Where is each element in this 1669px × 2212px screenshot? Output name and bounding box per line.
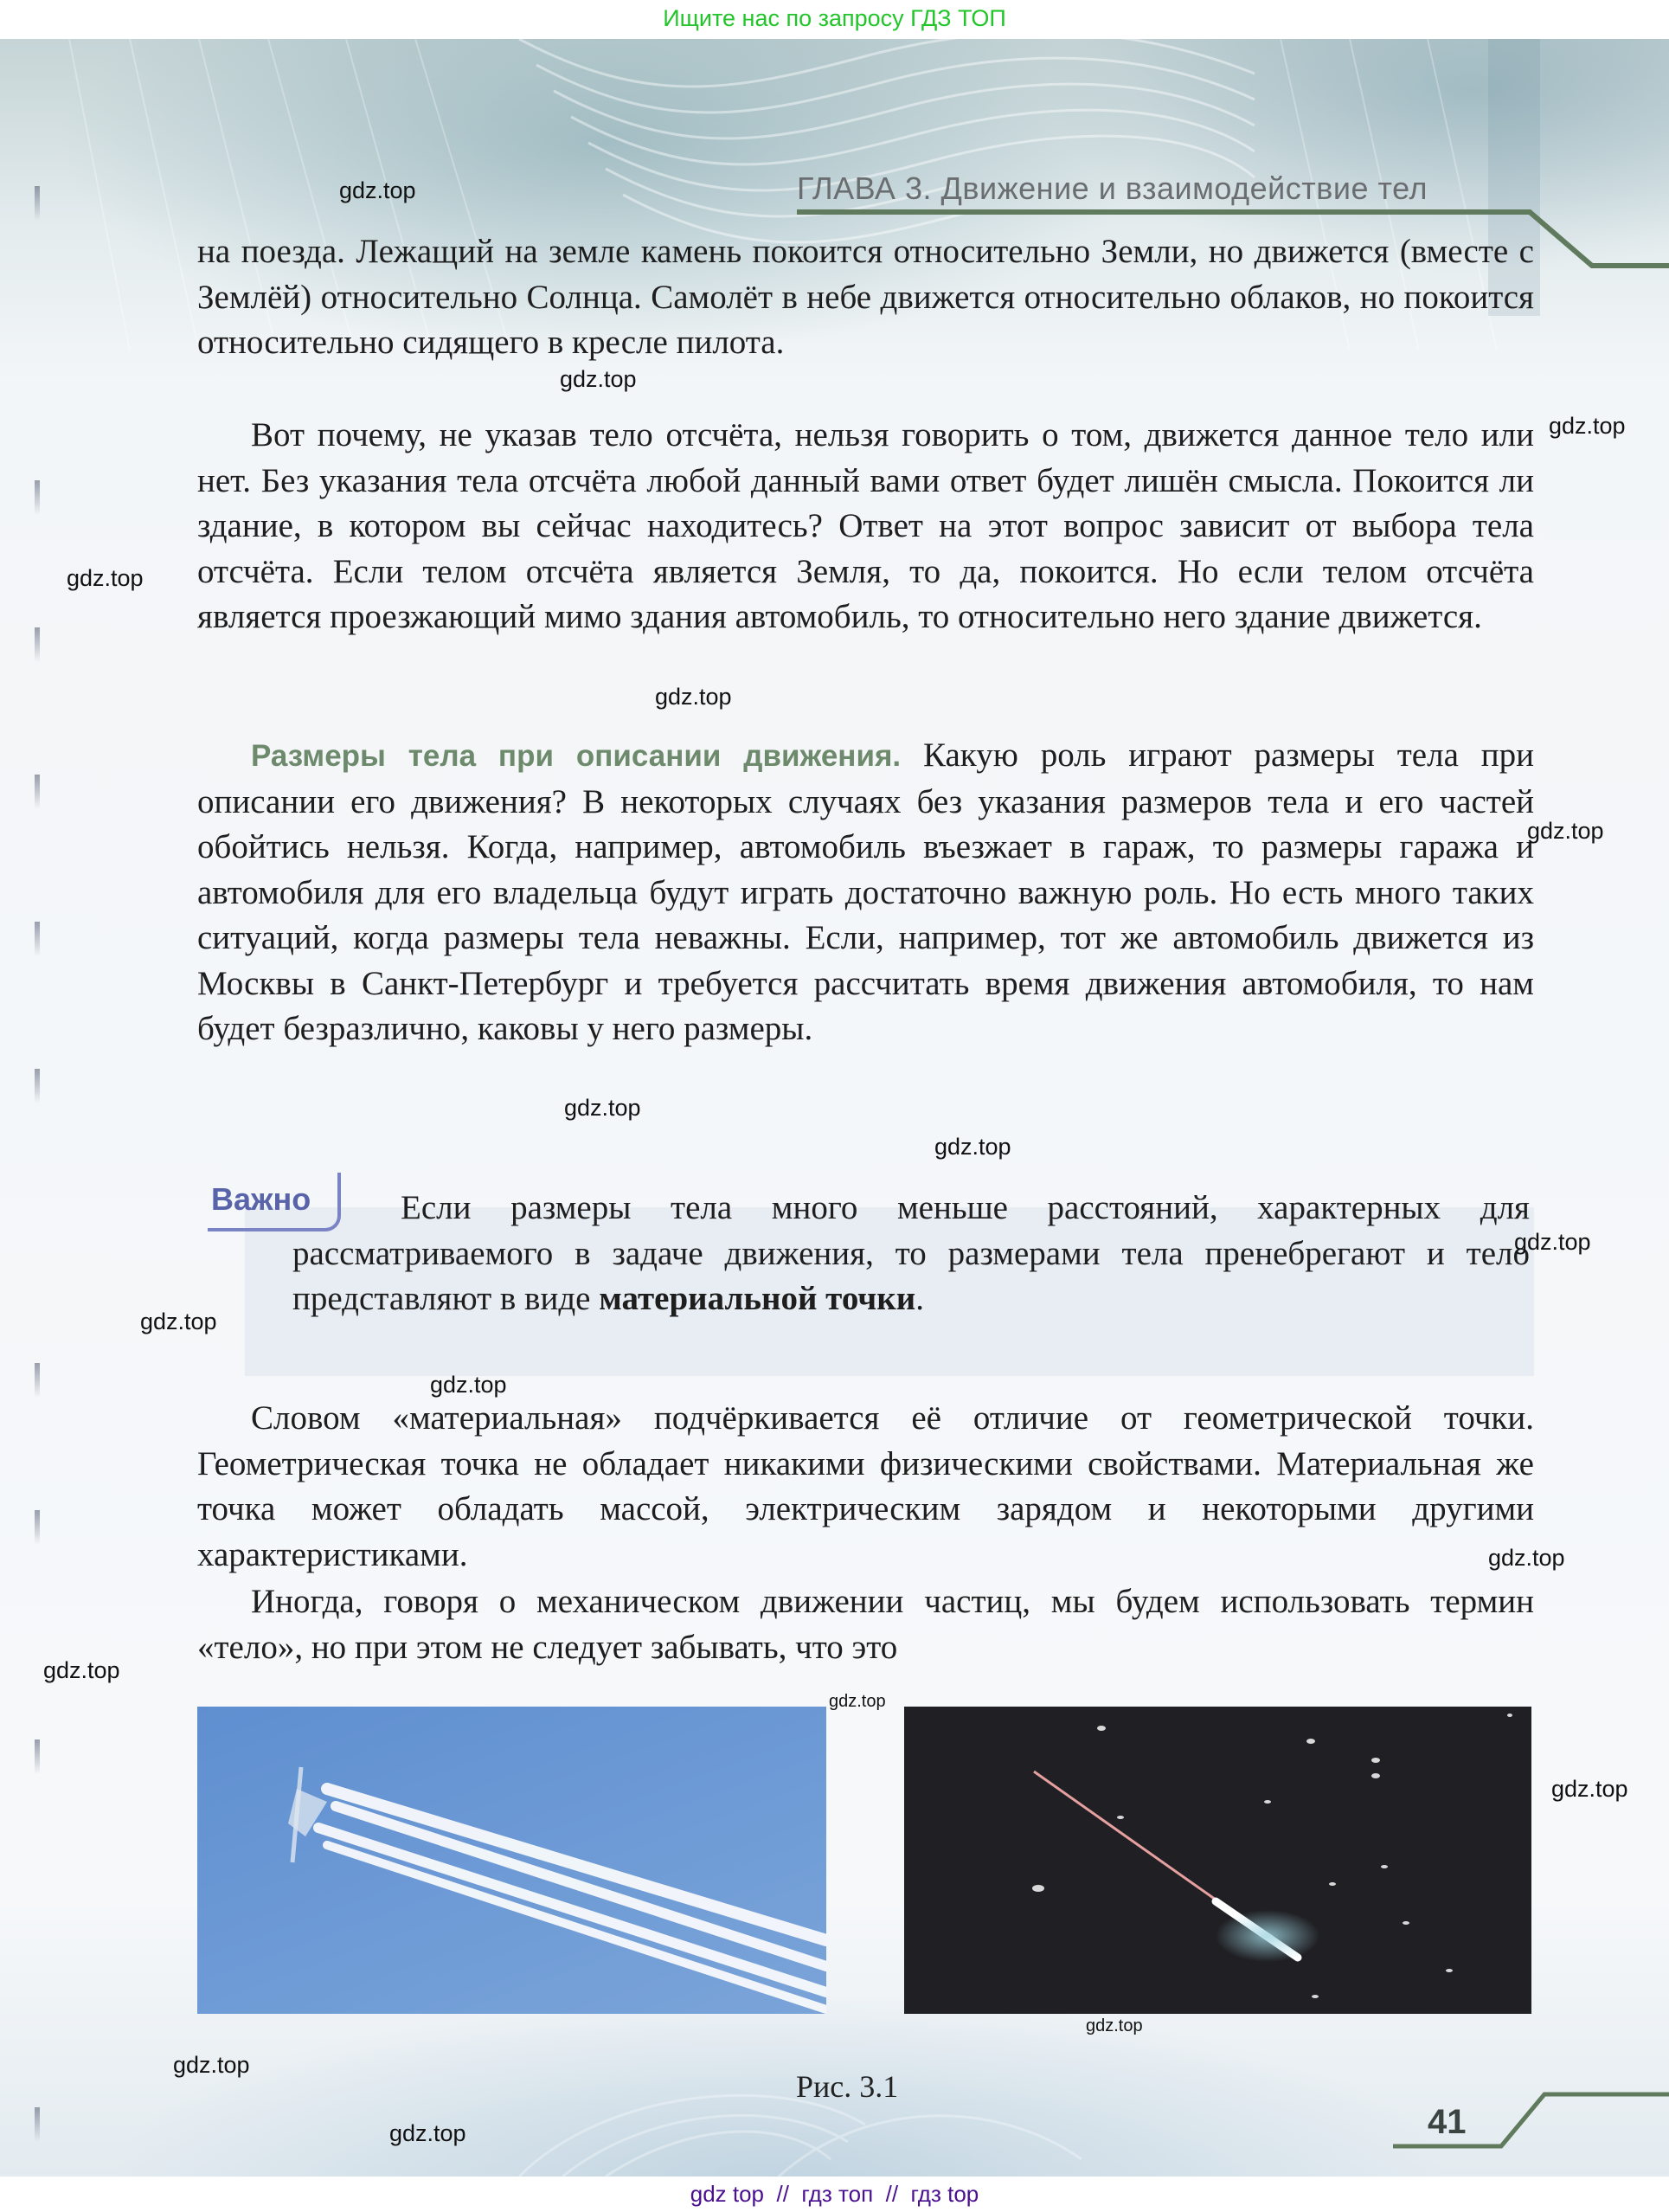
top-banner <box>0 0 1669 39</box>
watermark: gdz.top <box>829 1692 886 1711</box>
watermark: gdz.top <box>339 177 416 203</box>
margin-mark <box>35 1363 40 1398</box>
watermark: gdz.top <box>1527 818 1604 844</box>
section-heading: Размеры тела при описании движения. <box>251 739 902 773</box>
textbook-page <box>0 39 1669 2177</box>
paragraph-1-text: на поезда. Лежащий на земле камень покоится относительно Земли, но движется (вместе с Землёй) относительно Солнца. Самолёт в небе движется относительно облаков, но покоится относительно сидящего в кресле пилота. <box>197 233 1534 361</box>
watermark: gdz.top <box>560 366 637 392</box>
figure-meteor <box>904 1707 1531 2014</box>
margin-mark <box>35 2107 40 2142</box>
watermark: gdz.top <box>430 1372 507 1398</box>
watermark: gdz.top <box>43 1657 120 1683</box>
page-number: 41 <box>1428 2103 1467 2141</box>
paragraph-3 <box>197 733 1534 1052</box>
paragraph-3-block <box>197 733 1534 1052</box>
watermark: gdz.top <box>934 1134 1011 1160</box>
important-badge-label: Важно <box>211 1181 311 1217</box>
callout-text <box>292 1186 1530 1322</box>
watermark: gdz.top <box>1551 1776 1628 1802</box>
paragraph-5 <box>197 1579 1534 1670</box>
paragraph-2-text: Вот почему, не указав тело отсчёта, нельзя говорить о том, движется данное тело или нет. Без указания тела отсчёта любой данный вами ответ будет лишён смысла. Покоится ли здание, в котором вы сейчас находитесь? Ответ на этот вопрос зависит от выбора тела отсчёта. Если телом отсчёта является Земля, то да, покоится. Но если телом отсчёта является проезжающий мимо здания автомобиль, то относительно него здание движется. <box>197 416 1534 635</box>
watermark: gdz.top <box>173 2052 250 2078</box>
callout-text-main: Если размеры тела много меньше расстояний, характерных для рассматриваемого в задаче движения, то размерами тела пренебрегают и тело представляют в виде <box>292 1189 1530 1317</box>
margin-mark <box>35 775 40 809</box>
margin-mark <box>35 627 40 662</box>
margin-mark <box>35 480 40 515</box>
watermark: gdz.top <box>655 684 732 710</box>
watermark: gdz.top <box>1549 413 1626 439</box>
watermark: gdz.top <box>564 1095 641 1121</box>
margin-mark <box>35 1739 40 1774</box>
paragraph-3-text: Какую роль играют размеры тела при описании его движения? В некоторых случаях без указания размеров тела и его частей обойтись нельзя. Когда, например, автомобиль въезжает в гараж, то размеры гаража и автомобиля для его владельца будут играть достаточно важную роль. Но есть много таких ситуаций, когда размеры тела неважны. Если, например, тот же автомобиль движется из Москвы в Санкт-Петербург и требуется рассчитать время движения автомобиля, то нам будет безразлично, каковы у него размеры. <box>197 736 1534 1047</box>
watermark: gdz.top <box>67 565 144 591</box>
paragraph-1 <box>197 229 1534 366</box>
figure-airplane-contrails <box>197 1707 826 2014</box>
margin-mark <box>35 186 40 221</box>
callout-text-end: . <box>915 1280 924 1317</box>
meteor-icon <box>904 1707 1531 2014</box>
margin-mark <box>35 922 40 956</box>
important-callout <box>197 1173 1534 1376</box>
paragraph-2 <box>197 413 1534 640</box>
watermark: gdz.top <box>1514 1229 1591 1255</box>
paragraph-4-text: Словом «материальная» подчёркивается её отличие от геометрической точки. Геометрическая точка не обладает никакими физическими свойствами. Материальная же точка может обладать массой, электрическим зарядом и некоторыми другими характеристиками. <box>197 1399 1534 1573</box>
bottom-banner-text[interactable]: gdz top // гдз топ // гдз top <box>690 2181 979 2207</box>
callout-paragraph <box>292 1186 1530 1322</box>
callout-bold-term: материальной точки <box>599 1280 916 1317</box>
watermark: gdz.top <box>1086 2016 1143 2035</box>
watermark: gdz.top <box>140 1309 217 1334</box>
airplane-contrails-icon <box>197 1707 826 2014</box>
bottom-banner <box>0 2177 1669 2212</box>
figure-caption: Рис. 3.1 <box>796 2069 899 2104</box>
watermark: gdz.top <box>389 2120 466 2146</box>
chapter-title: ГЛАВА 3. Движение и взаимодействие тел <box>797 170 1428 206</box>
margin-mark <box>35 1510 40 1545</box>
paragraph-5-text: Иногда, говоря о механическом движении частиц, мы будем использовать термин «тело», но при этом не следует забывать, что это <box>197 1583 1534 1666</box>
watermark: gdz.top <box>1488 1545 1565 1571</box>
top-banner-text: Ищите нас по запросу ГДЗ ТОП <box>663 5 1006 31</box>
paragraph-4 <box>197 1396 1534 1578</box>
margin-mark <box>35 1069 40 1103</box>
